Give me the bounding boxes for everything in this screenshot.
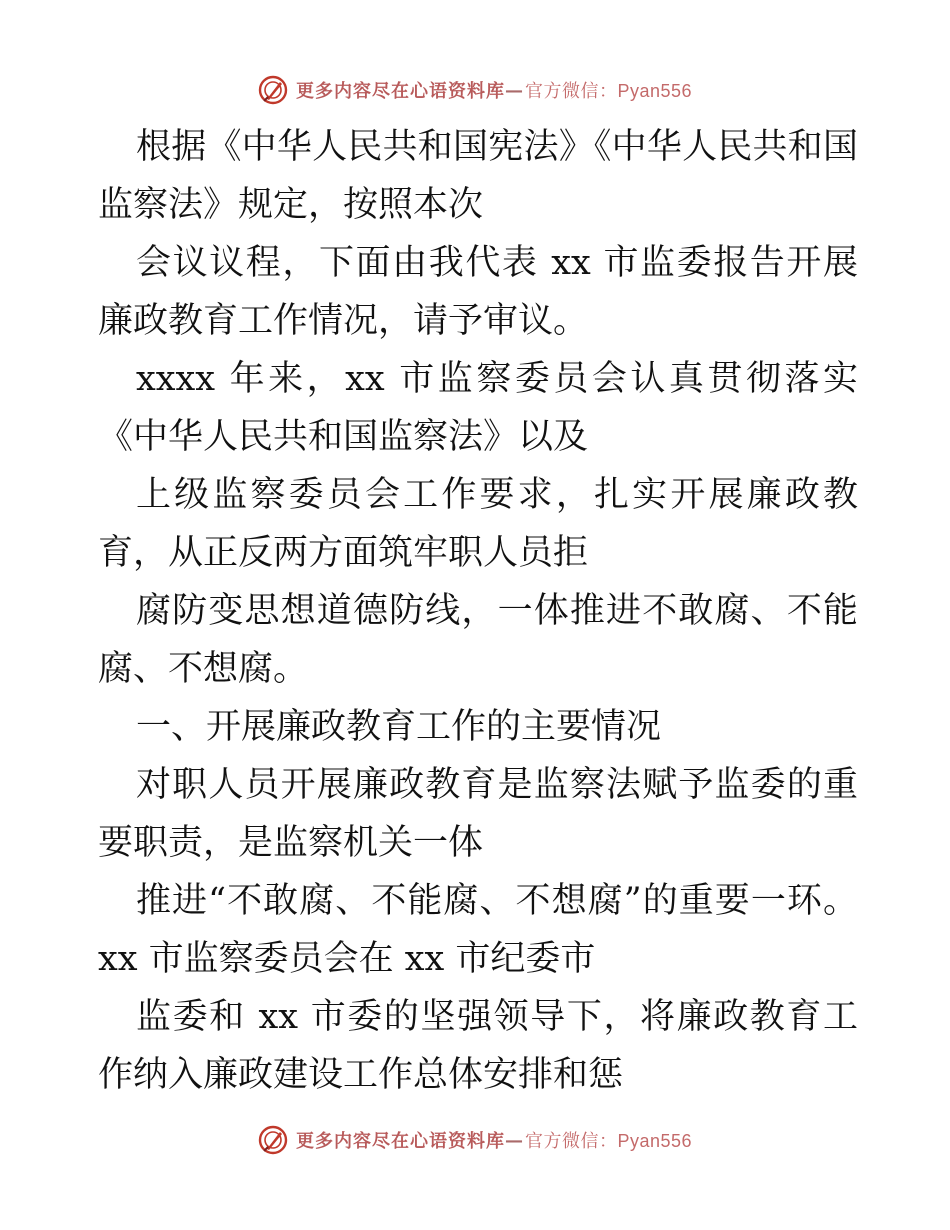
paragraph: xxxx 年来，xx 市监察委员会认真贯彻落实《中华人民共和国监察法》以及: [98, 359, 858, 457]
banner-site-text: 更多内容尽在心语资料库: [295, 81, 505, 102]
banner-wechat-text: 官方微信：Pyan556: [524, 1131, 693, 1151]
banner-wechat-text: 官方微信：Pyan556: [524, 81, 693, 101]
paragraph: 腐防变思想道德防线，一体推进不敢腐、不能腐、不想腐。: [98, 591, 858, 689]
quill-pen-logo-icon: [258, 1125, 288, 1155]
paragraph: 会议议程，下面由我代表 xx 市监委报告开展廉政教育工作情况，请予审议。: [98, 243, 858, 341]
header-banner: [0, 72, 950, 108]
banner-site-text: 更多内容尽在心语资料库: [295, 1131, 505, 1152]
quill-pen-logo-icon: [258, 75, 288, 105]
document-body: [98, 118, 858, 1104]
paragraph: 推进“不敢腐、不能腐、不想腐”的重要一环。xx 市监察委员会在 xx 市纪委市: [98, 881, 858, 979]
footer-banner: [0, 1122, 950, 1158]
section-heading: 一、开展廉政教育工作的主要情况: [136, 707, 662, 747]
paragraph: 监委和 xx 市委的坚强领导下，将廉政教育工作纳入廉政建设工作总体安排和惩: [98, 997, 858, 1095]
paragraph: 对职人员开展廉政教育是监察法赋予监委的重要职责，是监察机关一体: [98, 765, 858, 863]
banner-separator: —: [504, 79, 525, 101]
paragraph: 根据《中华人民共和国宪法》《中华人民共和国监察法》规定，按照本次: [98, 127, 858, 225]
banner-separator: —: [504, 1129, 525, 1151]
paragraph: 上级监察委员会工作要求，扎实开展廉政教育，从正反两方面筑牢职人员拒: [98, 475, 858, 573]
